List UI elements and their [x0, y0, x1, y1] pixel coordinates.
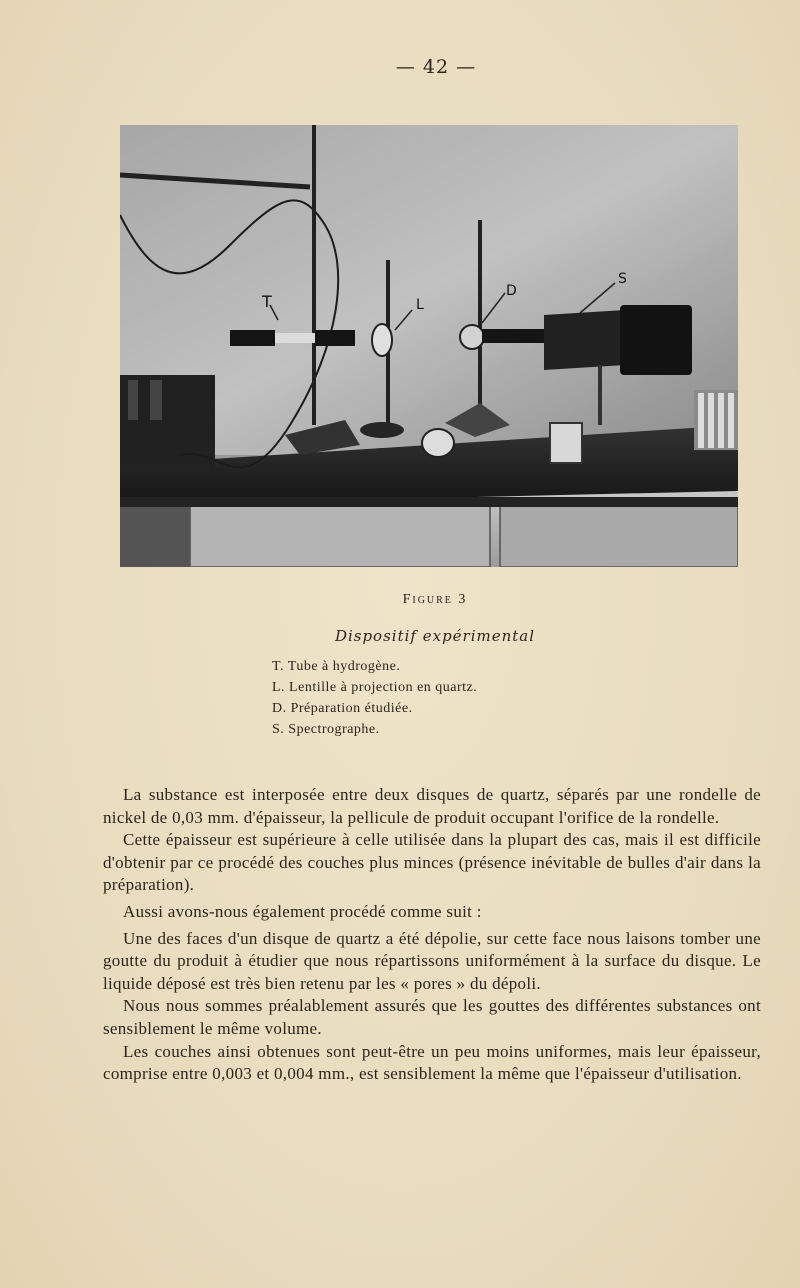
- legend-item-spectrograph: S. Spectrographe.: [272, 722, 380, 737]
- photo-mark-D: D: [506, 283, 517, 299]
- experimental-setup-photo: [120, 125, 738, 567]
- paragraph: La substance est interposée entre deux disques de quartz, séparés par une rondelle de nickel de 0,03 mm. d'épaisseur, la pellicule de produit occupant l'orifice de la rondelle.: [103, 785, 761, 827]
- legend-item-preparation: D. Préparation étudiée.: [272, 701, 413, 716]
- page-number: — 42 —: [395, 56, 477, 78]
- figure-label: Figure 3: [402, 592, 468, 607]
- photo-mark-L: L: [416, 297, 424, 313]
- body-text: [103, 784, 761, 1086]
- photo-mark-S: S: [618, 271, 627, 287]
- paragraph: Une des faces d'un disque de quartz a été dépolie, sur cette face nous laisons tomber une goutte du produit à étudier que nous répartissons uniformément à la surface du disque. Le liquide déposé est très bien retenu par les « pores » du dépoli.: [103, 928, 761, 993]
- photo-mark-T: T: [262, 292, 272, 311]
- photo-illustration: [120, 125, 738, 567]
- paragraph: Aussi avons-nous également procédé comme suit :: [123, 901, 482, 921]
- figure-legend: [272, 656, 672, 740]
- legend-item-tube: T. Tube à hydrogène.: [272, 659, 401, 674]
- paragraph: Les couches ainsi obtenues sont peut-être un peu moins uniformes, mais leur épaisseur, comprise entre 0,003 et 0,004 mm., est sensiblement la même que l'épaisseur d'utilisation.: [103, 1041, 761, 1084]
- paragraph: Cette épaisseur est supérieure à celle utilisée dans la plupart des cas, mais il est difficile d'obtenir par ce procédé des couches plus minces (présence inévitable de bulles d'air dans la préparation).: [103, 830, 761, 895]
- paragraph: Nous nous sommes préalablement assurés que les gouttes des différentes substances ont sensiblement le même volume.: [103, 996, 761, 1038]
- legend-item-lens: L. Lentille à projection en quartz.: [272, 680, 478, 695]
- figure-caption: Dispositif expérimental: [334, 627, 536, 645]
